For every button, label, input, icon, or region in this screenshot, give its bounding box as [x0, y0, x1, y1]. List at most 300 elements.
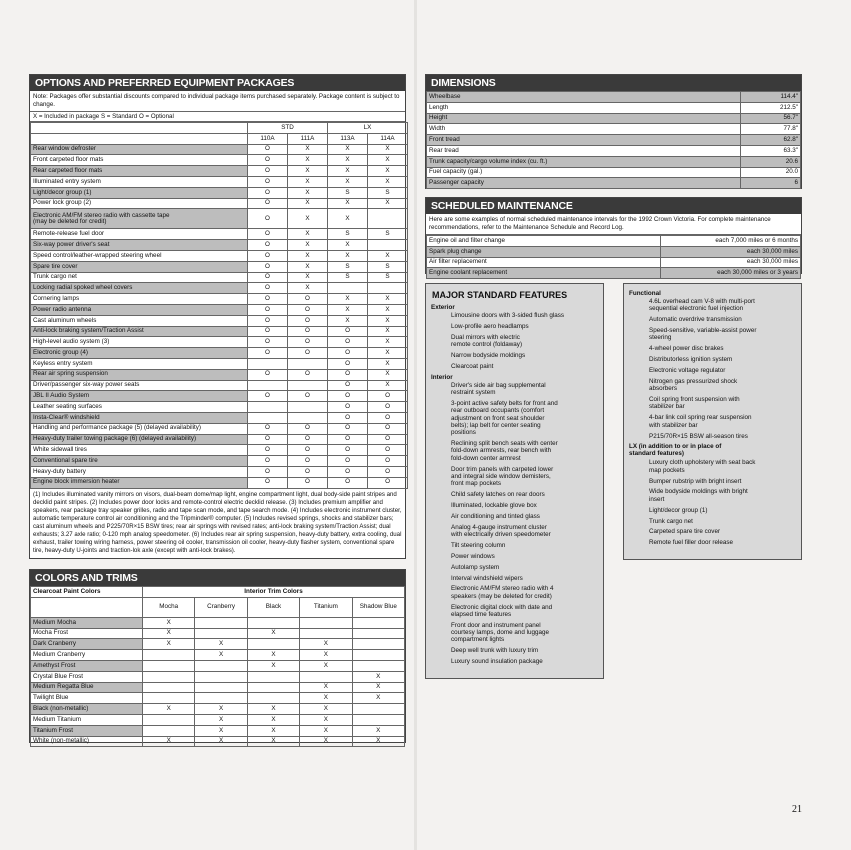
- dimension-row: [427, 145, 801, 156]
- option-row: [31, 283, 408, 294]
- option-value: O: [248, 456, 288, 467]
- feature-item: Bumper rubstrip with bright insert: [649, 477, 742, 485]
- option-value: O: [248, 304, 288, 315]
- feature-item: Automatic overdrive transmission: [649, 316, 742, 324]
- trim-availability: X: [195, 736, 247, 747]
- option-row: [31, 402, 408, 413]
- option-value: O: [328, 423, 368, 434]
- option-label: Front carpeted floor mats: [31, 155, 248, 166]
- option-value: S: [368, 261, 408, 272]
- options-table: [30, 122, 408, 489]
- trim-availability: [143, 714, 195, 725]
- functional-panel: [623, 283, 802, 560]
- option-value: O: [288, 391, 328, 402]
- trim-availability: X: [352, 693, 404, 704]
- option-row: [31, 456, 408, 467]
- option-value: X: [288, 240, 328, 251]
- option-value: X: [288, 272, 328, 283]
- option-label: Driver/passenger six-way power seats: [31, 380, 248, 391]
- option-value: X: [368, 326, 408, 337]
- option-value: X: [368, 176, 408, 187]
- option-value: O: [248, 294, 288, 305]
- trim-availability: [300, 617, 352, 628]
- feature-item: Trunk cargo net: [649, 517, 693, 525]
- dimension-row: [427, 178, 801, 189]
- option-row: [31, 272, 408, 283]
- trim-availability: [143, 725, 195, 736]
- dimension-row: [427, 92, 801, 103]
- paint-color: Medium Titanium: [31, 714, 143, 725]
- option-value: X: [328, 144, 368, 155]
- option-label: Power radio antenna: [31, 304, 248, 315]
- options-legend: X = Included in package S = Standard O = Optional: [30, 112, 405, 122]
- features-title: MAJOR STANDARD FEATURES: [432, 290, 568, 300]
- option-label: Handling and performance package (5) (delayed availability): [31, 423, 248, 434]
- feature-item: Electronic digital clock with date and elapsed time features: [451, 603, 553, 618]
- option-value: O: [288, 337, 328, 348]
- option-value: X: [368, 144, 408, 155]
- trim-availability: X: [195, 714, 247, 725]
- trim-availability: [247, 617, 299, 628]
- option-value: O: [248, 283, 288, 294]
- paint-color: Titanium Frost: [31, 725, 143, 736]
- trim-availability: [143, 671, 195, 682]
- option-value: S: [368, 187, 408, 198]
- color-row: [31, 671, 405, 682]
- dimension-value: 56.7": [741, 113, 801, 124]
- trim-name: Shadow Blue: [352, 597, 404, 617]
- maintenance-interval: each 30,000 miles: [661, 246, 801, 257]
- maintenance-item: Air filter replacement: [427, 257, 661, 268]
- trim-availability: X: [300, 650, 352, 661]
- option-value: O: [368, 466, 408, 477]
- option-value: X: [368, 337, 408, 348]
- dimension-row: [427, 167, 801, 178]
- feature-item: Reclining split bench seats with center fold-down armrests, rear bench with fold-down center armrest: [451, 440, 558, 462]
- option-row: [31, 155, 408, 166]
- option-value: O: [288, 369, 328, 380]
- color-row: [31, 617, 405, 628]
- option-value: [288, 402, 328, 413]
- color-row: [31, 704, 405, 715]
- option-value: O: [288, 326, 328, 337]
- color-row: [31, 639, 405, 650]
- option-value: X: [328, 294, 368, 305]
- option-label: Cornering lamps: [31, 294, 248, 305]
- color-row: [31, 660, 405, 671]
- trim-availability: X: [143, 617, 195, 628]
- feature-item: P215/70R×15 BSW all-season tires: [649, 432, 748, 440]
- option-value: O: [288, 445, 328, 456]
- dimension-label: Length: [427, 102, 741, 113]
- trim-availability: X: [352, 725, 404, 736]
- feature-item: Nitrogen gas pressurized shock absorbers: [649, 377, 738, 393]
- trim-name: Titanium: [300, 597, 352, 617]
- trim-availability: X: [300, 736, 352, 747]
- feature-item: 4-bar link coil spring rear suspension with stabilizer bar: [649, 414, 752, 429]
- option-label: JBL II Audio System: [31, 391, 248, 402]
- option-row: [31, 477, 408, 488]
- option-value: O: [248, 240, 288, 251]
- option-label: Power lock group (2): [31, 198, 248, 209]
- option-value: O: [248, 477, 288, 488]
- trim-availability: X: [143, 639, 195, 650]
- option-value: O: [368, 434, 408, 445]
- trim-availability: [247, 682, 299, 693]
- option-value: O: [248, 261, 288, 272]
- feature-item: Distributorless ignition system: [649, 356, 733, 364]
- option-value: [248, 412, 288, 423]
- option-label: Illuminated entry system: [31, 176, 248, 187]
- trim-availability: X: [247, 714, 299, 725]
- paint-color: Amethyst Frost: [31, 660, 143, 671]
- group-lx: LX: [328, 123, 408, 134]
- option-value: O: [328, 391, 368, 402]
- page-gutter: [414, 0, 417, 850]
- option-label: Spare tire cover: [31, 261, 248, 272]
- trim-availability: X: [247, 704, 299, 715]
- dimension-value: 20.0: [741, 167, 801, 178]
- option-value: [368, 209, 408, 229]
- option-value: O: [328, 337, 368, 348]
- feature-item: Electronic voltage regulator: [649, 367, 726, 375]
- trim-availability: [195, 628, 247, 639]
- trim-availability: X: [195, 650, 247, 661]
- option-row: [31, 250, 408, 261]
- colors-section: [29, 569, 406, 743]
- option-label: Rear window defroster: [31, 144, 248, 155]
- option-label: Leather seating surfaces: [31, 402, 248, 413]
- option-value: O: [288, 466, 328, 477]
- option-value: X: [328, 176, 368, 187]
- colors-title: COLORS AND TRIMS: [30, 570, 405, 586]
- option-label: Heavy-duty battery: [31, 466, 248, 477]
- trim-availability: [247, 639, 299, 650]
- trim-availability: X: [143, 704, 195, 715]
- trim-availability: X: [300, 660, 352, 671]
- trim-availability: [195, 682, 247, 693]
- option-row: [31, 423, 408, 434]
- option-value: O: [248, 155, 288, 166]
- group-std: STD: [248, 123, 328, 134]
- dimension-row: [427, 135, 801, 146]
- trim-availability: X: [300, 639, 352, 650]
- dimension-row: [427, 113, 801, 124]
- feature-item: Interval windshield wipers: [451, 574, 523, 582]
- maintenance-section: [425, 197, 802, 277]
- maintenance-row: [427, 246, 801, 257]
- options-footnote: (1) Includes illuminated vanity mirrors on visors, dual-beam dome/map light, engine compartment light, dual body-side paint stripes and decklid paint stripes. (2) Includes power door locks and remote-control electric decklid release. (3) Includes premium amplifier and speakers, rear package tray speaker grilles, radio and tape scan mode, and tape search mode. (4) Includes electronic instrument cluster, automatic temperature control air conditioning and the Tripminder® computer. (5) Includes revised springs, shocks and stabilizer bars; cast aluminum wheels and P225/70R×15 BSW tires; rear air springs with revised rates; anti-lock braking system/Traction Assist; dual exhausts; 3.27 axle ratio; 0-120 mph analog speedometer. (6) Includes rear air spring suspension, heavy-duty battery, extra cooling, dual exhaust, trailer towing wiring harness, power steering oil cooler, transmission oil cooler, heavy-duty flasher system, conventional spare tire, heavy-duty U-joints and traction-lok axle (except with anti-lock brakes).: [33, 490, 402, 555]
- feature-item: Wide bodyside moldings with bright insert: [649, 488, 748, 503]
- option-value: [248, 358, 288, 369]
- option-value: X: [288, 198, 328, 209]
- feature-item: Dual mirrors with electric remote control (foldaway): [451, 333, 523, 349]
- option-value: O: [328, 358, 368, 369]
- option-row: [31, 187, 408, 198]
- option-value: O: [368, 477, 408, 488]
- dimension-value: 114.4": [741, 92, 801, 103]
- trim-availability: [300, 628, 352, 639]
- trim-availability: X: [247, 736, 299, 747]
- option-label: Speed control/leather-wrapped steering wheel: [31, 250, 248, 261]
- feature-item: Coil spring front suspension with stabilizer bar: [649, 396, 740, 411]
- option-value: O: [248, 348, 288, 359]
- dimension-value: 62.8": [741, 135, 801, 146]
- option-value: X: [288, 209, 328, 229]
- dimensions-table: [426, 91, 801, 189]
- feature-item: Clearcoat paint: [451, 362, 494, 370]
- option-value: X: [368, 166, 408, 177]
- option-value: O: [328, 456, 368, 467]
- option-value: X: [288, 144, 328, 155]
- option-value: X: [368, 348, 408, 359]
- dimension-label: Rear tread: [427, 145, 741, 156]
- option-value: O: [248, 229, 288, 240]
- option-value: S: [368, 272, 408, 283]
- option-label: Electronic group (4): [31, 348, 248, 359]
- feature-item: Door trim panels with carpeted lower and integral side window demisters, front map pockets: [451, 465, 554, 488]
- option-value: X: [288, 283, 328, 294]
- maintenance-table: [426, 235, 801, 279]
- option-value: O: [368, 456, 408, 467]
- feature-item: Power windows: [451, 552, 495, 560]
- trim-availability: [300, 671, 352, 682]
- dimension-value: 63.3": [741, 145, 801, 156]
- color-row: [31, 682, 405, 693]
- maintenance-row: [427, 257, 801, 268]
- option-value: [288, 380, 328, 391]
- dimension-label: Width: [427, 124, 741, 135]
- option-value: O: [288, 434, 328, 445]
- feature-item: Autolamp system: [451, 563, 500, 571]
- option-label: Conventional spare tire: [31, 456, 248, 467]
- option-value: X: [368, 380, 408, 391]
- option-value: X: [368, 315, 408, 326]
- color-row: [31, 650, 405, 661]
- option-label: Cast aluminum wheels: [31, 315, 248, 326]
- trim-availability: [143, 650, 195, 661]
- color-row: [31, 725, 405, 736]
- trim-availability: X: [352, 736, 404, 747]
- paint-color: Medium Cranberry: [31, 650, 143, 661]
- feature-item: Luxury sound insulation package: [451, 658, 543, 666]
- maintenance-row: [427, 268, 801, 279]
- dimension-row: [427, 124, 801, 135]
- option-label: High-level audio system (3): [31, 337, 248, 348]
- feature-item: Narrow bodyside moldings: [451, 351, 526, 359]
- dimension-value: 20.6: [741, 156, 801, 167]
- dimension-value: 212.5": [741, 102, 801, 113]
- feature-item: Light/decor group (1): [649, 506, 708, 514]
- paint-color: White (non-metallic): [31, 736, 143, 747]
- dimension-row: [427, 156, 801, 167]
- color-row: [31, 714, 405, 725]
- paint-color: Mocha Frost: [31, 628, 143, 639]
- trim-availability: X: [300, 714, 352, 725]
- maintenance-interval: each 7,000 miles or 6 months: [661, 236, 801, 247]
- option-value: O: [248, 176, 288, 187]
- trim-availability: [352, 704, 404, 715]
- maintenance-item: Spark plug change: [427, 246, 661, 257]
- option-value: [368, 240, 408, 251]
- option-value: X: [288, 187, 328, 198]
- option-row: [31, 176, 408, 187]
- option-value: S: [368, 229, 408, 240]
- option-value: O: [248, 423, 288, 434]
- option-value: X: [328, 209, 368, 229]
- option-row: [31, 261, 408, 272]
- option-value: O: [248, 466, 288, 477]
- option-row: [31, 166, 408, 177]
- option-row: [31, 412, 408, 423]
- trim-availability: X: [143, 628, 195, 639]
- option-value: O: [368, 423, 408, 434]
- option-value: O: [248, 272, 288, 283]
- code-header: 110A: [248, 133, 288, 144]
- code-header: 114A: [368, 133, 408, 144]
- feature-item: Low-profile aero headlamps: [451, 322, 529, 330]
- feature-item: 4.6L overhead cam V-8 with multi-port sequential electronic fuel injection: [649, 298, 755, 313]
- option-value: O: [328, 466, 368, 477]
- option-label: Six-way power driver's seat: [31, 240, 248, 251]
- option-value: X: [288, 261, 328, 272]
- option-value: O: [248, 144, 288, 155]
- option-row: [31, 369, 408, 380]
- trim-header: Interior Trim Colors: [143, 587, 405, 598]
- dimension-label: Fuel capacity (gal.): [427, 167, 741, 178]
- interior-heading: Interior: [431, 373, 453, 381]
- maintenance-interval: each 30,000 miles or 3 years: [661, 268, 801, 279]
- option-value: O: [288, 456, 328, 467]
- option-row: [31, 240, 408, 251]
- maintenance-title: SCHEDULED MAINTENANCE: [426, 198, 801, 214]
- option-value: O: [328, 434, 368, 445]
- option-value: O: [368, 402, 408, 413]
- trim-availability: [352, 628, 404, 639]
- option-value: O: [248, 445, 288, 456]
- option-row: [31, 294, 408, 305]
- option-label: Light/decor group (1): [31, 187, 248, 198]
- color-row: [31, 628, 405, 639]
- option-value: [328, 283, 368, 294]
- option-row: [31, 358, 408, 369]
- trim-availability: X: [195, 639, 247, 650]
- option-value: [288, 412, 328, 423]
- option-row: [31, 326, 408, 337]
- trim-availability: [352, 660, 404, 671]
- trim-availability: X: [195, 704, 247, 715]
- trim-availability: [143, 682, 195, 693]
- option-value: [288, 358, 328, 369]
- options-note: Note: Packages offer substantial discounts compared to individual package items purchased separately. Package content is subject to change.: [30, 91, 405, 112]
- trim-availability: [352, 714, 404, 725]
- feature-item: Air conditioning and tinted glass: [451, 512, 540, 520]
- feature-item: Remote fuel filler door release: [649, 539, 733, 547]
- feature-item: 4-wheel power disc brakes: [649, 345, 724, 353]
- option-value: O: [248, 250, 288, 261]
- paint-color: Dark Cranberry: [31, 639, 143, 650]
- option-value: O: [328, 477, 368, 488]
- option-value: O: [328, 326, 368, 337]
- option-value: X: [288, 155, 328, 166]
- trim-availability: X: [352, 671, 404, 682]
- colors-table: [30, 586, 405, 747]
- trim-availability: X: [247, 628, 299, 639]
- option-label: Heavy-duty trailer towing package (6) (delayed availability): [31, 434, 248, 445]
- dimension-value: 77.8": [741, 124, 801, 135]
- option-value: X: [368, 294, 408, 305]
- trim-name: Mocha: [143, 597, 195, 617]
- trim-availability: X: [300, 704, 352, 715]
- code-header: 113A: [328, 133, 368, 144]
- option-value: X: [328, 250, 368, 261]
- trim-availability: X: [300, 682, 352, 693]
- color-row: [31, 693, 405, 704]
- option-value: S: [328, 187, 368, 198]
- trim-availability: X: [247, 725, 299, 736]
- options-section: [29, 74, 406, 559]
- trim-availability: X: [247, 650, 299, 661]
- trim-availability: [143, 660, 195, 671]
- trim-availability: X: [352, 682, 404, 693]
- trim-availability: [247, 693, 299, 704]
- option-label: Locking radial spoked wheel covers: [31, 283, 248, 294]
- option-row: [31, 144, 408, 155]
- options-code-row: [31, 133, 408, 144]
- option-value: [248, 380, 288, 391]
- dimension-label: Passenger capacity: [427, 178, 741, 189]
- option-row: [31, 315, 408, 326]
- feature-item: Electronic AM/FM stereo radio with 4 speakers (may be deleted for credit): [451, 585, 554, 600]
- option-value: O: [288, 348, 328, 359]
- maintenance-item: Engine oil and filter change: [427, 236, 661, 247]
- page-number: 21: [792, 804, 802, 815]
- feature-item: Deep well trunk with luxury trim: [451, 647, 539, 655]
- option-row: [31, 466, 408, 477]
- maintenance-item: Engine coolant replacement: [427, 268, 661, 279]
- option-value: X: [328, 155, 368, 166]
- option-row: [31, 337, 408, 348]
- option-value: O: [248, 209, 288, 229]
- feature-item: Child safety latches on rear doors: [451, 490, 545, 498]
- option-row: [31, 304, 408, 315]
- paint-color: Crystal Blue Frost: [31, 671, 143, 682]
- trim-availability: [352, 650, 404, 661]
- option-value: S: [328, 229, 368, 240]
- option-value: X: [328, 304, 368, 315]
- option-row: [31, 380, 408, 391]
- option-value: O: [248, 391, 288, 402]
- features-panel: [425, 283, 604, 679]
- option-row: [31, 391, 408, 402]
- dimension-label: Height: [427, 113, 741, 124]
- option-value: S: [328, 272, 368, 283]
- options-title: OPTIONS AND PREFERRED EQUIPMENT PACKAGES: [30, 75, 405, 91]
- option-value: X: [368, 304, 408, 315]
- option-label: Electronic AM/FM stereo radio with cassette tape (may be deleted for credit): [31, 209, 248, 229]
- option-value: X: [368, 358, 408, 369]
- maintenance-interval: each 30,000 miles: [661, 257, 801, 268]
- option-label: Rear carpeted floor mats: [31, 166, 248, 177]
- maintenance-row: [427, 236, 801, 247]
- feature-item: Driver's side air bag supplemental restraint system: [451, 381, 546, 397]
- lx-heading: LX (in addition to or in place of standard features): [629, 443, 722, 458]
- option-value: O: [368, 391, 408, 402]
- option-label: Engine block immersion heater: [31, 477, 248, 488]
- dimension-label: Front tread: [427, 135, 741, 146]
- dimensions-section: [425, 74, 802, 189]
- feature-item: Luxury cloth upholstery with seat back map pockets: [649, 459, 756, 474]
